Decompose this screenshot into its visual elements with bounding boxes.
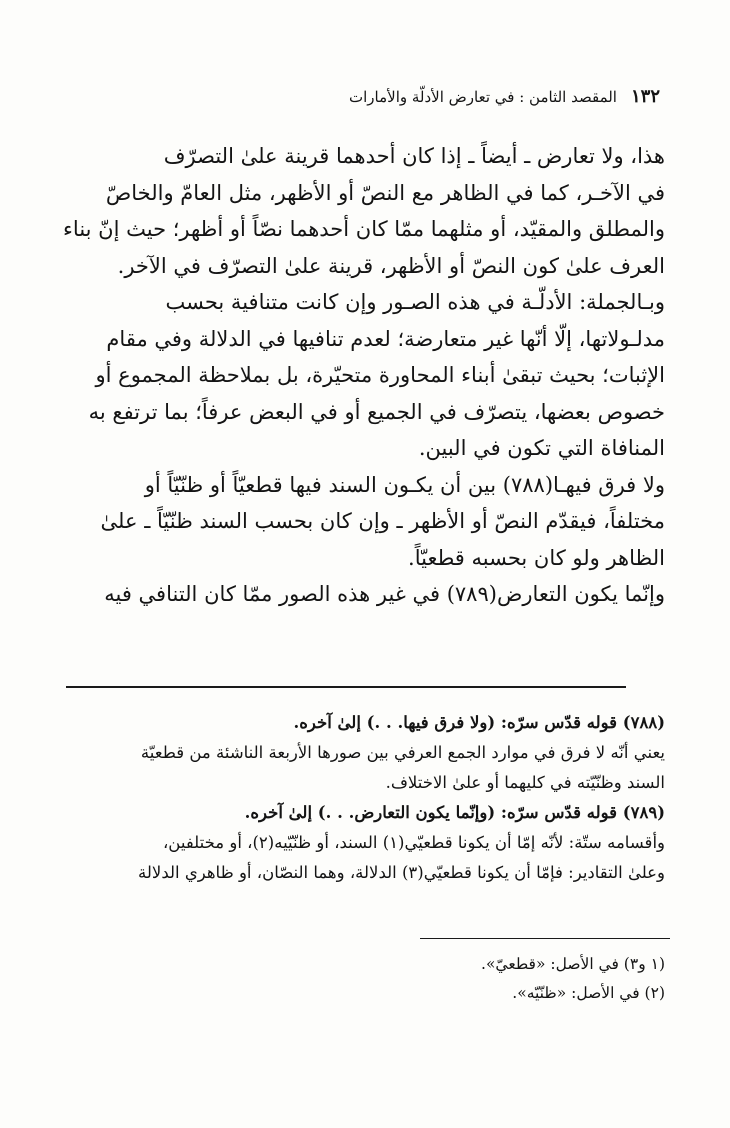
text-line: المنافاة التي تكون في البين.: [418, 436, 665, 460]
text-line: العرف علىٰ كون النصّ أو الأظهر، قرينة علىٰ التصرّف في الآخر.: [117, 253, 665, 278]
footnote-divider: [66, 686, 626, 688]
footnote-line: السند وظنّيّته في كليهما أو علىٰ الاختلاف.: [385, 773, 665, 792]
text-line: وإنّما يكون التعارض(٧٨٩) في غير هذه الصور ممّا كان التنافي فيه: [104, 582, 665, 606]
footnote-line: وأقسامه ستّة: لأنّه إمّا أن يكونا قطعيّي(١) السند، أو ظنّيّيه(٢)، أو مختلفين،: [162, 833, 665, 852]
text-line: الإثبات؛ بحيث تبقىٰ أبناء المحاورة متحيّرة، بل بملاحظة المجموع أو: [95, 363, 665, 387]
footnote-line: (٧٨٩) قوله قدّس سرّه: (وإنّما يكون التعارض. . .) إلىٰ آخره.: [244, 803, 665, 822]
text-line: هذا، ولا تعارض ـ أيضاً ـ إذا كان أحدهما قرينة علىٰ التصرّف: [163, 144, 665, 168]
subnote-divider: [420, 938, 670, 939]
subnotes: [60, 950, 665, 1008]
text-line: والمطلق والمقيّد، أو مثلهما ممّا كان أحدهما نصّاً أو أظهر؛ حيث إنّ بناء: [63, 217, 665, 241]
page-number: ١٣٢: [630, 86, 660, 107]
footnotes: [60, 708, 665, 888]
text-line: الظاهر ولو كان بحسبه قطعيّاً.: [408, 545, 665, 570]
text-line: خصوص بعضها، يتصرّف في الجميع أو في البعض عرفاً؛ بما ترتفع به: [88, 399, 665, 424]
footnote-line: وعلىٰ التقادير: فإمّا أن يكونا قطعيّي(٣) الدلالة، وهما النصّان، أو ظاهري الدلالة: [138, 863, 665, 882]
footnote-line: (٧٨٨) قوله قدّس سرّه: (ولا فرق فيها. . .) إلىٰ آخره.: [293, 713, 665, 732]
text-line: مدلـولاتها، إلّا أنّها غير متعارضة؛ لعدم تنافيها في الدلالة وفي مقام: [106, 326, 665, 351]
running-header: [60, 86, 660, 108]
subnote-line: (١ و٣) في الأصل: «قطعيّ».: [481, 955, 665, 973]
header-title: المقصد الثامن : في تعارض الأدلّة والأمارات: [349, 88, 617, 106]
text-line: مختلفاً، فيقدّم النصّ أو الأظهر ـ وإن كان بحسب السند ظنّيّاً ـ علىٰ: [100, 509, 665, 533]
text-line: في الآخـر، كما في الظاهر مع النصّ أو الأظهر، مثل العامّ والخاصّ: [105, 180, 665, 205]
main-text: [60, 138, 665, 613]
text-line: وبـالجملة: الأدلّـة في هذه الصـور وإن كانت متنافية بحسب: [165, 290, 665, 314]
subnote-line: (٢) في الأصل: «ظنّيّه».: [512, 984, 665, 1002]
footnote-line: يعني أنّه لا فرق في موارد الجمع العرفي بين صورها الأربعة الناشئة من قطعيّة: [140, 743, 665, 762]
text-line: ولا فرق فيهـا(٧٨٨) بين أن يكـون السند فيها قطعيّاً أو ظنّيّاً أو: [144, 472, 665, 497]
